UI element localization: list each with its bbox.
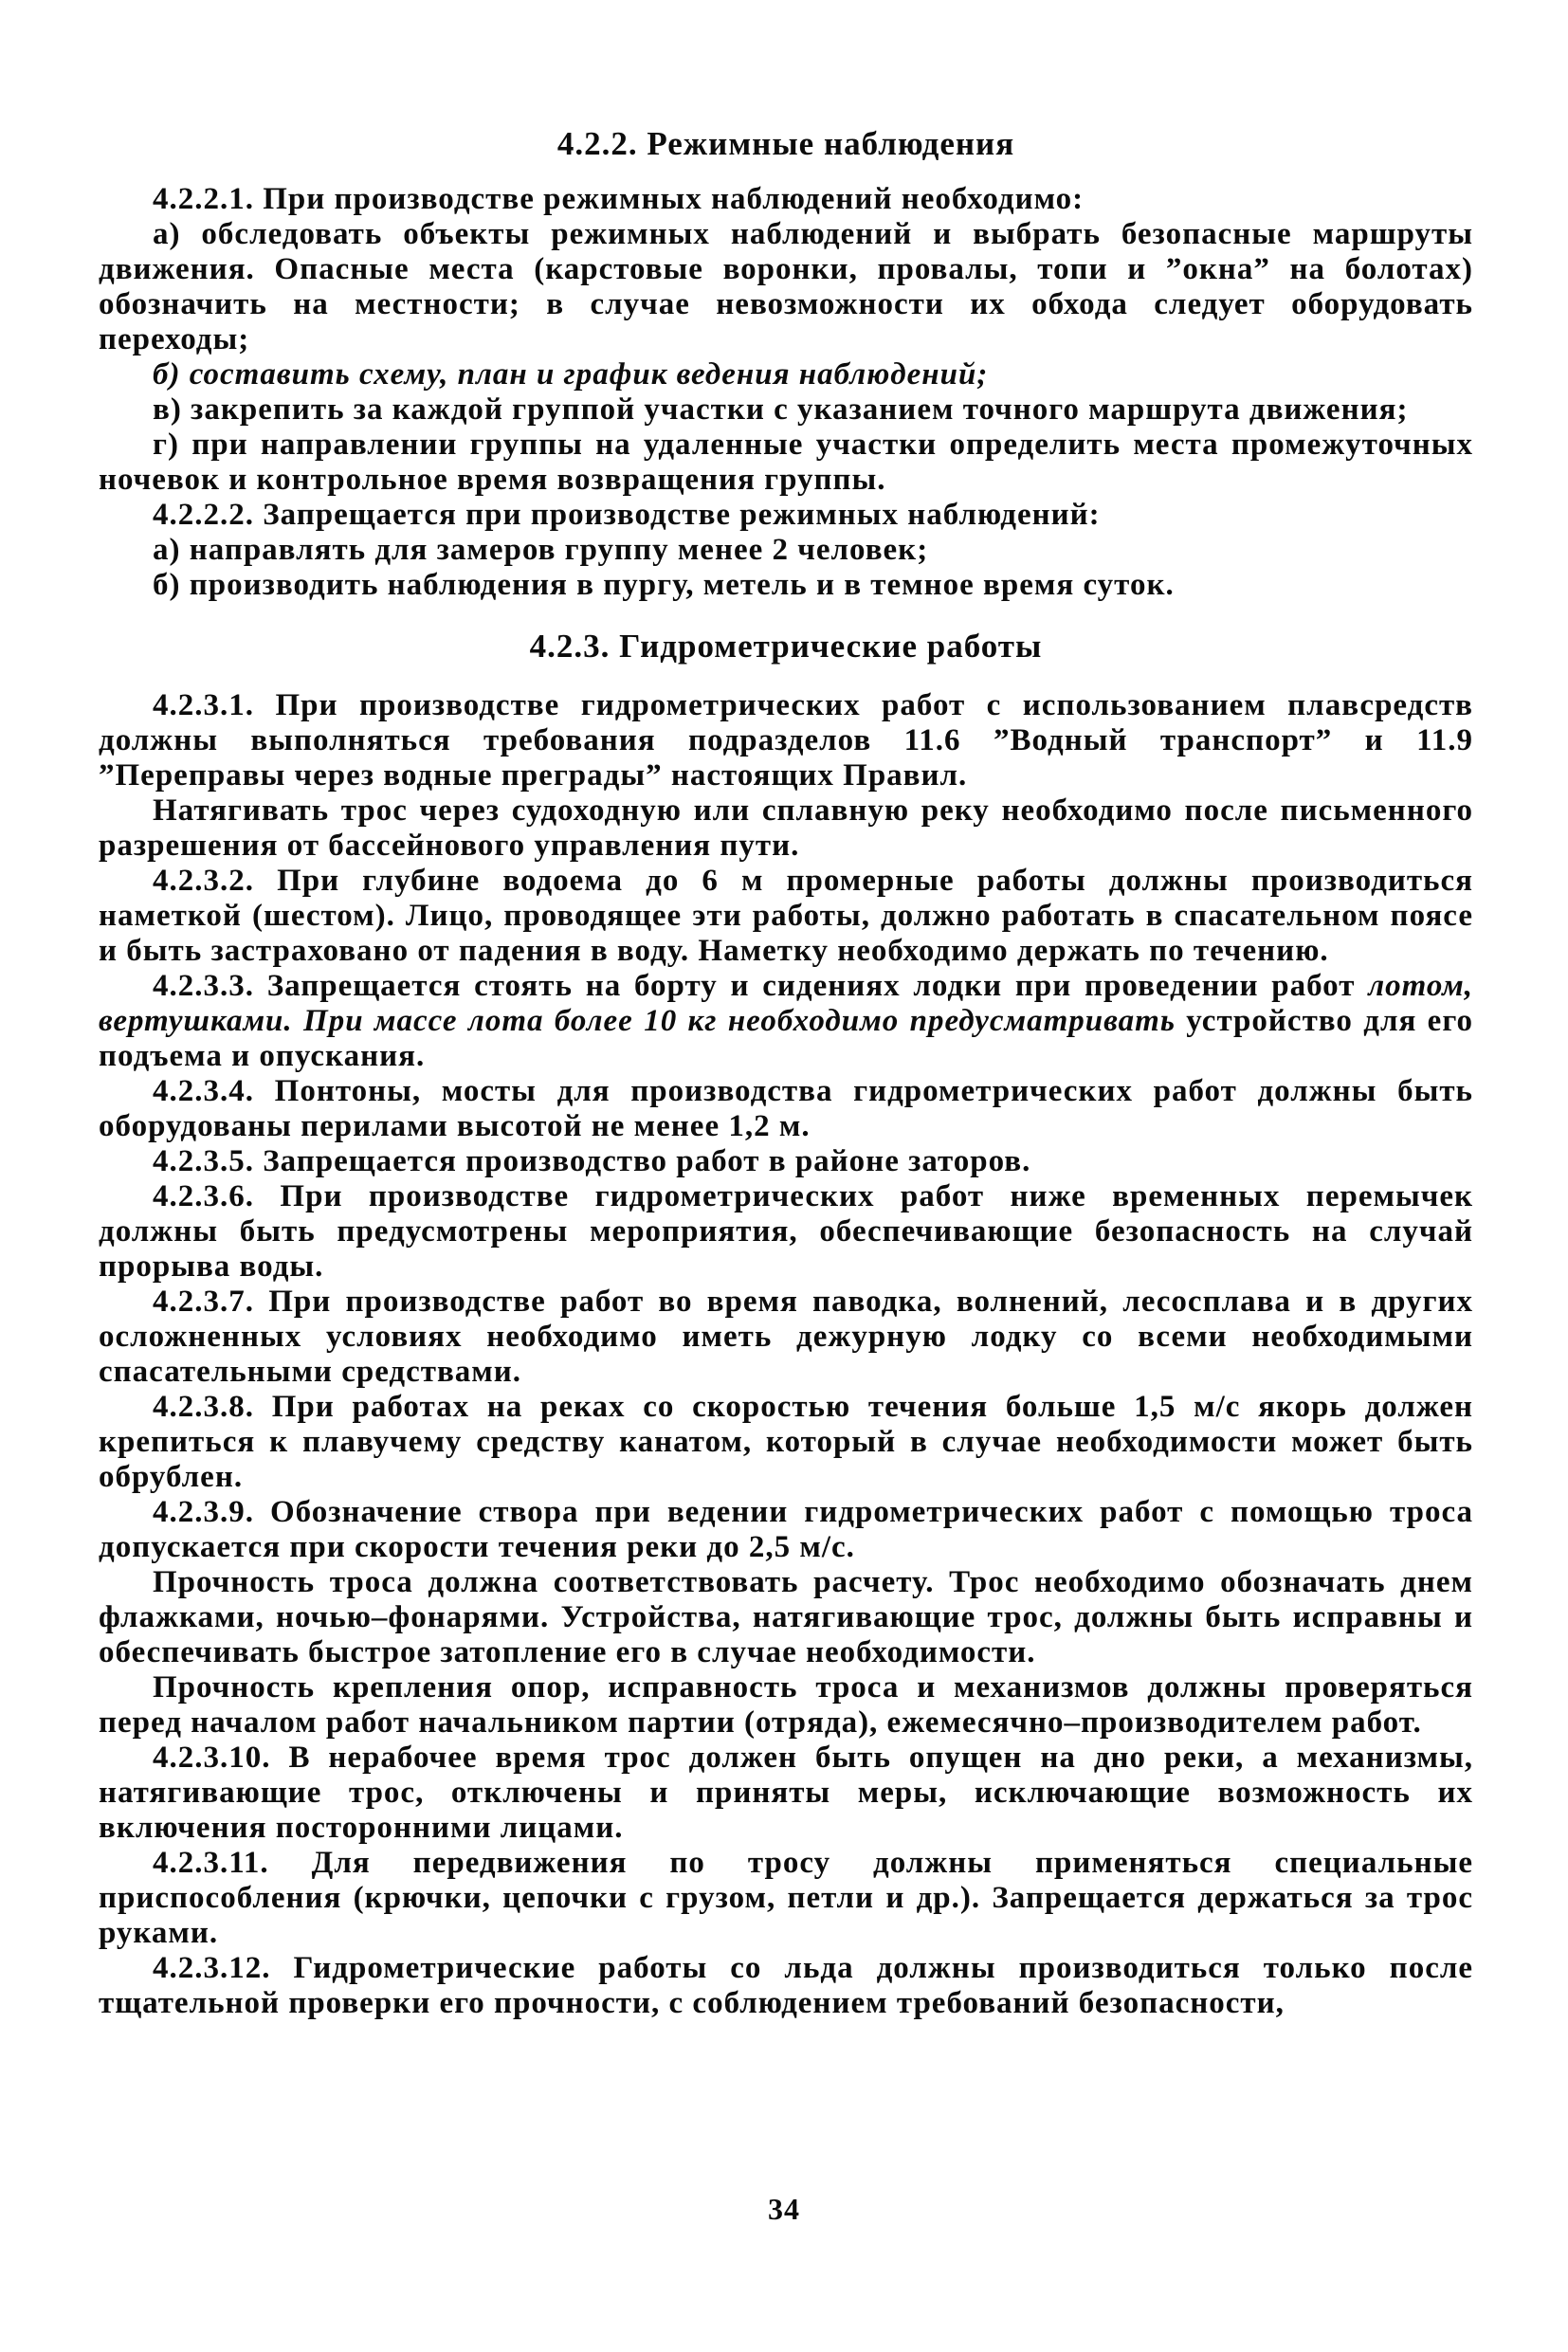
para-4-2-2-1-b: б) составить схему, план и график ведения наблюдений; <box>153 357 989 392</box>
para-4-2-3-3 <box>99 969 1473 1074</box>
para-4-2-2-1-a: а) обследовать объекты режимных наблюдений и выбрать безопасные маршруты движения. Опасные места (карстовые воронки, провалы, топи и ”окна” на болотах) обозначить на местности; в случае невозможности их обхода следует оборудовать переходы; <box>99 217 1473 356</box>
para-4-2-3-8: 4.2.3.8. При работах на реках со скоростью течения больше 1,5 м/с якорь должен крепиться к плавучему средству канатом, который в случае необходимости может быть обрублен. <box>99 1390 1473 1494</box>
para-4-2-3-2: 4.2.3.2. При глубине водоема до 6 м промерные работы должны производиться наметкой (шестом). Лицо, проводящее эти работы, должно работать в спасательном поясе и быть застраховано от падения в воду. Наметку необходимо держать по течению. <box>99 864 1473 968</box>
section-heading-4-2-2: 4.2.2. Режимные наблюдения <box>556 125 1015 162</box>
para-4-2-3-6: 4.2.3.6. При производстве гидрометрических работ ниже временных перемычек должны быть предусмотрены мероприятия, обеспечивающие безопасность на случай прорыва воды. <box>99 1179 1473 1284</box>
para-4-2-3-3-part-plain-1: 4.2.3.3. Запрещается стоять на борту и сидениях лодки при проведении работ <box>153 969 1369 1003</box>
para-4-2-3-10: 4.2.3.10. В нерабочее время трос должен быть опущен на дно реки, а механизмы, натягивающие трос, отключены и приняты меры, исключающие возможность их включения посторонними лицами. <box>99 1741 1473 1845</box>
para-4-2-2-2-a: а) направлять для замеров группу менее 2 человек; <box>153 533 929 567</box>
section-hydrometric-works <box>99 628 1473 2021</box>
page-number: 34 <box>768 2192 800 2226</box>
section-heading-4-2-3: 4.2.3. Гидрометрические работы <box>529 628 1043 665</box>
para-4-2-2-1-g: г) при направлении группы на удаленные участки определить места промежуточных ночевок и контрольное время возвращения группы. <box>99 428 1473 497</box>
para-4-2-3-3-part-plain-2: устройство для его подъема и опускания. <box>99 1004 1473 1073</box>
para-4-2-3-11: 4.2.3.11. Для передвижения по тросу должны применяться специальные приспособления (крючки, цепочки с грузом, петли и др.). Запрещается держаться за трос руками. <box>99 1846 1473 1950</box>
para-4-2-3-7: 4.2.3.7. При производстве работ во время паводка, волнений, лесосплава и в других осложненных условиях необходимо иметь дежурную лодку со всеми необходимыми спасательными средствами. <box>99 1285 1473 1389</box>
para-4-2-2-1-v: в) закрепить за каждой группой участки с указанием точного маршрута движения; <box>153 392 1409 427</box>
para-4-2-3-12: 4.2.3.12. Гидрометрические работы со льда должны производиться только после тщательной проверки его прочности, с соблюдением требований безопасности, <box>99 1951 1473 2020</box>
para-4-2-3-9-cont1: Прочность троса должна соответствовать расчету. Трос необходимо обозначать днем флажками, ночью–фонарями. Устройства, натягивающие трос, должны быть исправны и обеспечивать быстрое затопление его в случае необходимости. <box>99 1565 1473 1669</box>
para-4-2-3-9-cont2: Прочность крепления опор, исправность троса и механизмов должны проверяться перед началом работ начальником партии (отряда), ежемесячно–производителем работ. <box>99 1670 1473 1740</box>
para-4-2-3-1: 4.2.3.1. При производстве гидрометрических работ с использованием плавсредств должны выполняться требования подразделов 11.6 ”Водный транспорт” и 11.9 ”Переправы через водные преграды” настоящих Правил. <box>99 688 1473 793</box>
para-4-2-2-2: 4.2.2.2. Запрещается при производстве режимных наблюдений: <box>153 498 1101 532</box>
para-4-2-3-5: 4.2.3.5. Запрещается производство работ в районе заторов. <box>153 1144 1031 1178</box>
section-regime-observations <box>99 125 1473 603</box>
para-4-2-3-1-cont: Натягивать трос через судоходную или сплавную реку необходимо после письменного разрешения от бассейнового управления пути. <box>99 793 1473 863</box>
para-4-2-3-9: 4.2.3.9. Обозначение створа при ведении гидрометрических работ с помощью троса допускается при скорости течения реки до 2,5 м/с. <box>99 1495 1473 1564</box>
para-4-2-3-4: 4.2.3.4. Понтоны, мосты для производства гидрометрических работ должны быть оборудованы перилами высотой не менее 1,2 м. <box>99 1074 1473 1143</box>
para-4-2-3-3-part-italic: лотом, вертушками. При массе лота более 10 кг необходимо предусматривать <box>99 969 1473 1038</box>
para-4-2-2-2-b: б) производить наблюдения в пургу, метель и в темное время суток. <box>153 568 1175 602</box>
para-4-2-2-1: 4.2.2.1. При производстве режимных наблюдений необходимо: <box>153 182 1085 216</box>
